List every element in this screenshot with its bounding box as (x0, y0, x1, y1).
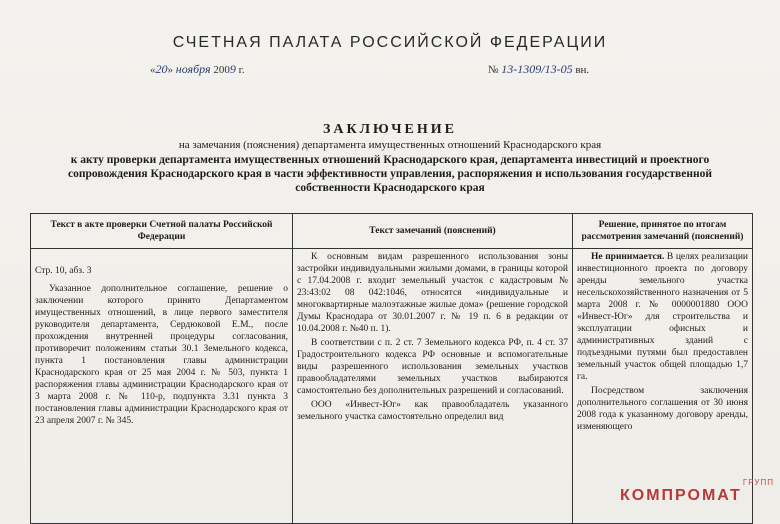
table-header-row (31, 214, 753, 249)
watermark-logo (620, 478, 780, 520)
column-header-decision: Решение, принятое по итогам рассмотрения замечаний (пояснений) (573, 214, 753, 249)
handwritten-day: 20 (155, 62, 168, 76)
decision-paragraph: Не принимается. В целях реализации инвестиционного проекта по договору аренды земельного участка несельскохозяйственного назначения от 5 марта 2008 г. № 0000001880 ООО «Инвест-Юг» для строительства и эксплуатации офисных и административных зданий с подъездными путями был предоставлен земельный участок общей площадью 1,7 га. (577, 252, 748, 382)
document-title: ЗАКЛЮЧЕНИЕ (322, 122, 458, 137)
document-date: «20» ноября 2009 г. (150, 62, 245, 76)
decision-paragraph: Посредством заключения дополнительного соглашения от 30 июня 2008 года к указанному договору аренды, изменяющего (577, 386, 748, 432)
remarks-paragraph: В соответствии с п. 2 ст. 7 Земельного кодекса РФ, п. 4 ст. 37 Градостроительного кодекса РФ основные и вспомогательные виды разрешенного использования земельных участков правообладателями земельных участков выбираются самостоятельно без дополнительных разрешений и согласований. (297, 338, 568, 396)
handwritten-year: 9 (229, 62, 236, 76)
page-reference: Стр. 10, абз. 3 (35, 266, 92, 276)
audit-text-paragraph: Указанное дополнительное соглашение, решение о заключении которого принято Департаментом имущественных отношений, в лице первого заместителя руководителя департамента, Сердюковой Е.М., после прохождения внутренней процедуры согласования, противоречит положениям статьи 30.1 Земельного кодекса, пункта 1 постановления главы администрации Краснодарского края от 25 мая 2004 г. № 503, пункта 1 распоряжения главы администрации Краснодарского края от 3 марта 2008 г. № 110-р, подпункта 3.31 пункта 3 постановления главы администрации Краснодарского края от 23 апреля 2007 г. № 345. (35, 284, 288, 426)
column-header-audit-text: Текст в акте проверки Счетной палаты Российской Федерации (31, 214, 293, 249)
document-subject: к акту проверки департамента имущественных отношений Краснодарского края, департамента инвестиций и проектного сопровождения Краснодарского края в части эффективности управления, распоряжения и использования государственной собственности Краснодарского края (67, 154, 713, 194)
remarks-cell (293, 249, 573, 524)
document-number: № 13-1309/13-05 вн. (488, 62, 590, 76)
watermark-word: КОМПРОМАТ (620, 487, 742, 504)
organization-header: СЧЕТНАЯ ПАЛАТА РОССИЙСКОЙ ФЕДЕРАЦИИ (172, 34, 608, 51)
remarks-paragraph: К основным видам разрешенного использования зоны застройки индивидуальными жилыми домами, в границы которой с 17.04.2008 г. входит земельный участок с кадастровым № 23:43:02 08 042:1046, относятся «индивидуальные и многоквартирные малоэтажные жилые дома» (решение городской Думы Краснодара от 30.01.2007 г. № 19 п. 6 в редакции от 10.04.2008 г. №40 п. 1). (297, 252, 568, 334)
handwritten-month: ноября (175, 62, 211, 76)
document-subtitle: на замечания (пояснения) департамента имущественных отношений Краснодарского края (178, 139, 602, 151)
handwritten-number: 13-1309/13-05 (501, 62, 573, 76)
decision-verdict: Не принимается. (591, 252, 665, 262)
column-header-remarks: Текст замечаний (пояснений) (293, 214, 573, 249)
audit-text-cell (31, 249, 293, 524)
watermark-group-text: ГРУПП (742, 478, 774, 487)
remarks-paragraph: ООО «Инвест-Юг» как правообладатель указанного земельного участка самостоятельно определил вид (297, 400, 568, 422)
